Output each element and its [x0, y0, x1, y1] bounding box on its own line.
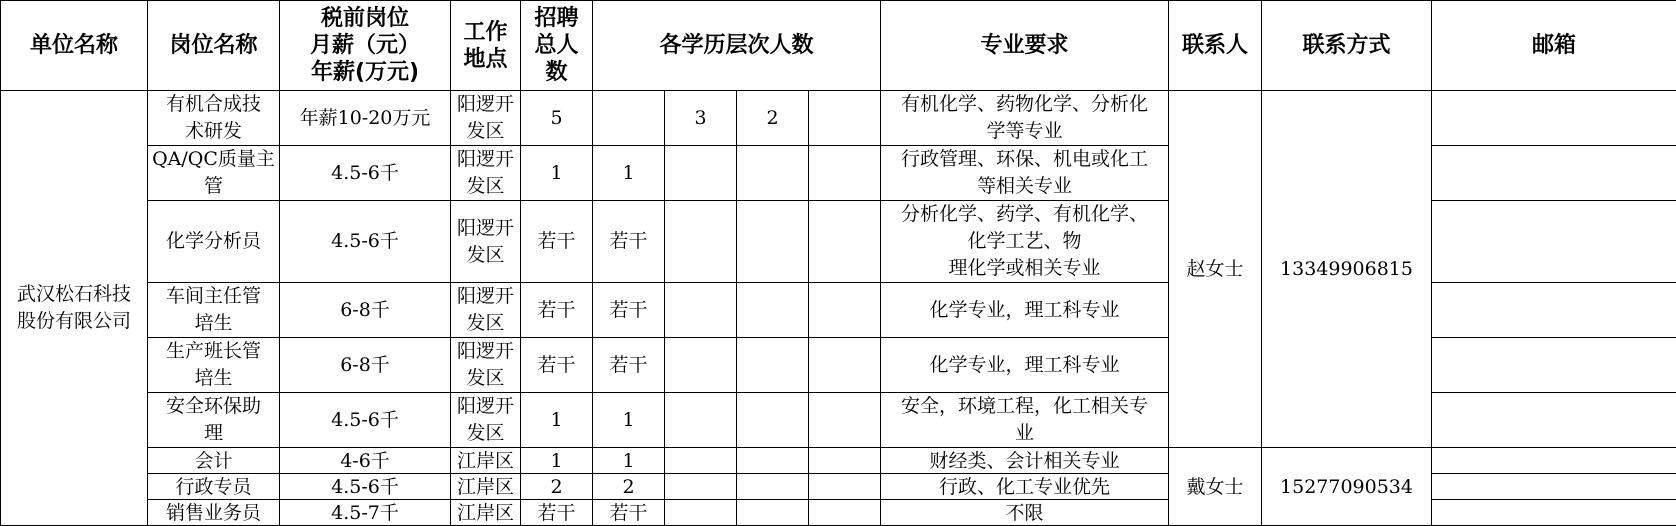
email-cell	[1432, 201, 1676, 283]
edu-cell	[809, 500, 881, 526]
email-cell	[1432, 500, 1676, 526]
edu-cell	[809, 448, 881, 474]
location-cell: 阳逻开 发区	[451, 283, 521, 338]
edu-cell	[665, 500, 737, 526]
major-cell: 行政、化工专业优先	[881, 474, 1169, 500]
company-name: 武汉松石科技 股份有限公司	[1, 91, 148, 526]
header-row	[1, 1, 1676, 91]
email-cell	[1432, 146, 1676, 201]
edu-cell	[737, 201, 809, 283]
edu-cell	[665, 393, 737, 448]
header-location: 工作 地点	[451, 1, 521, 91]
edu-cell: 1	[593, 146, 665, 201]
position-cell: 安全环保助 理	[148, 393, 280, 448]
edu-cell	[665, 474, 737, 500]
contact-phone: 13349906815	[1262, 91, 1432, 448]
major-cell: 不限	[881, 500, 1169, 526]
edu-cell	[809, 201, 881, 283]
table-row	[1, 448, 1676, 474]
email-cell	[1432, 448, 1676, 474]
total-cell: 1	[521, 448, 593, 474]
total-cell: 2	[521, 474, 593, 500]
edu-cell	[737, 474, 809, 500]
total-cell: 5	[521, 91, 593, 146]
position-cell: 会计	[148, 448, 280, 474]
salary-cell: 4.5-6千	[280, 474, 451, 500]
position-cell: 有机合成技 术研发	[148, 91, 280, 146]
header-total: 招聘 总人 数	[521, 1, 593, 91]
header-salary: 税前岗位 月薪（元） 年薪(万元)	[280, 1, 451, 91]
edu-cell	[737, 393, 809, 448]
total-cell: 若干	[521, 338, 593, 393]
salary-cell: 4.5-6千	[280, 146, 451, 201]
salary-cell: 6-8千	[280, 338, 451, 393]
salary-cell: 4.5-7千	[280, 500, 451, 526]
location-cell: 阳逻开 发区	[451, 393, 521, 448]
email-cell	[1432, 474, 1676, 500]
total-cell: 若干	[521, 283, 593, 338]
position-cell: 行政专员	[148, 474, 280, 500]
edu-cell	[665, 338, 737, 393]
edu-cell	[737, 448, 809, 474]
major-cell: 安全，环境工程，化工相关专 业	[881, 393, 1169, 448]
edu-cell	[737, 283, 809, 338]
major-cell: 财经类、会计相关专业	[881, 448, 1169, 474]
table-row	[1, 91, 1676, 146]
header-education: 各学历层次人数	[593, 1, 881, 91]
edu-cell	[593, 91, 665, 146]
contact-name: 赵女士	[1169, 91, 1262, 448]
major-cell: 化学专业，理工科专业	[881, 283, 1169, 338]
location-cell: 江岸区	[451, 448, 521, 474]
location-cell: 阳逻开 发区	[451, 201, 521, 283]
location-cell: 江岸区	[451, 500, 521, 526]
edu-cell	[737, 338, 809, 393]
edu-cell: 若干	[593, 201, 665, 283]
position-cell: 化学分析员	[148, 201, 280, 283]
edu-cell: 若干	[593, 500, 665, 526]
edu-cell	[809, 283, 881, 338]
edu-cell	[737, 146, 809, 201]
location-cell: 阳逻开 发区	[451, 338, 521, 393]
total-cell: 若干	[521, 201, 593, 283]
position-cell: 车间主任管 培生	[148, 283, 280, 338]
edu-cell	[665, 146, 737, 201]
total-cell: 1	[521, 393, 593, 448]
header-email: 邮箱	[1432, 1, 1676, 91]
edu-cell: 1	[593, 393, 665, 448]
edu-cell	[809, 393, 881, 448]
email-cell	[1432, 393, 1676, 448]
email-cell	[1432, 283, 1676, 338]
position-cell: 销售业务员	[148, 500, 280, 526]
salary-cell: 4-6千	[280, 448, 451, 474]
edu-cell	[809, 338, 881, 393]
edu-cell	[665, 201, 737, 283]
edu-cell: 若干	[593, 338, 665, 393]
salary-cell: 4.5-6千	[280, 393, 451, 448]
header-company: 单位名称	[1, 1, 148, 91]
salary-cell: 6-8千	[280, 283, 451, 338]
edu-cell: 1	[593, 448, 665, 474]
contact-phone: 15277090534	[1262, 448, 1432, 526]
contact-name: 戴女士	[1169, 448, 1262, 526]
header-contact: 联系人	[1169, 1, 1262, 91]
header-major: 专业要求	[881, 1, 1169, 91]
edu-cell	[737, 500, 809, 526]
position-cell: 生产班长管 培生	[148, 338, 280, 393]
email-cell	[1432, 91, 1676, 146]
position-cell: QA/QC质量主 管	[148, 146, 280, 201]
edu-cell: 若干	[593, 283, 665, 338]
edu-cell	[809, 146, 881, 201]
email-cell	[1432, 338, 1676, 393]
location-cell: 阳逻开 发区	[451, 91, 521, 146]
edu-cell: 3	[665, 91, 737, 146]
major-cell: 行政管理、环保、机电或化工 等相关专业	[881, 146, 1169, 201]
header-position: 岗位名称	[148, 1, 280, 91]
edu-cell: 2	[737, 91, 809, 146]
location-cell: 江岸区	[451, 474, 521, 500]
major-cell: 有机化学、药物化学、分析化 学等专业	[881, 91, 1169, 146]
salary-cell: 4.5-6千	[280, 201, 451, 283]
edu-cell: 2	[593, 474, 665, 500]
location-cell: 阳逻开 发区	[451, 146, 521, 201]
edu-cell	[665, 283, 737, 338]
edu-cell	[665, 448, 737, 474]
major-cell: 分析化学、药学、有机化学、 化学工艺、物 理化学或相关专业	[881, 201, 1169, 283]
edu-cell	[809, 474, 881, 500]
total-cell: 1	[521, 146, 593, 201]
edu-cell	[809, 91, 881, 146]
total-cell: 若干	[521, 500, 593, 526]
salary-cell: 年薪10-20万元	[280, 91, 451, 146]
header-phone: 联系方式	[1262, 1, 1432, 91]
major-cell: 化学专业，理工科专业	[881, 338, 1169, 393]
